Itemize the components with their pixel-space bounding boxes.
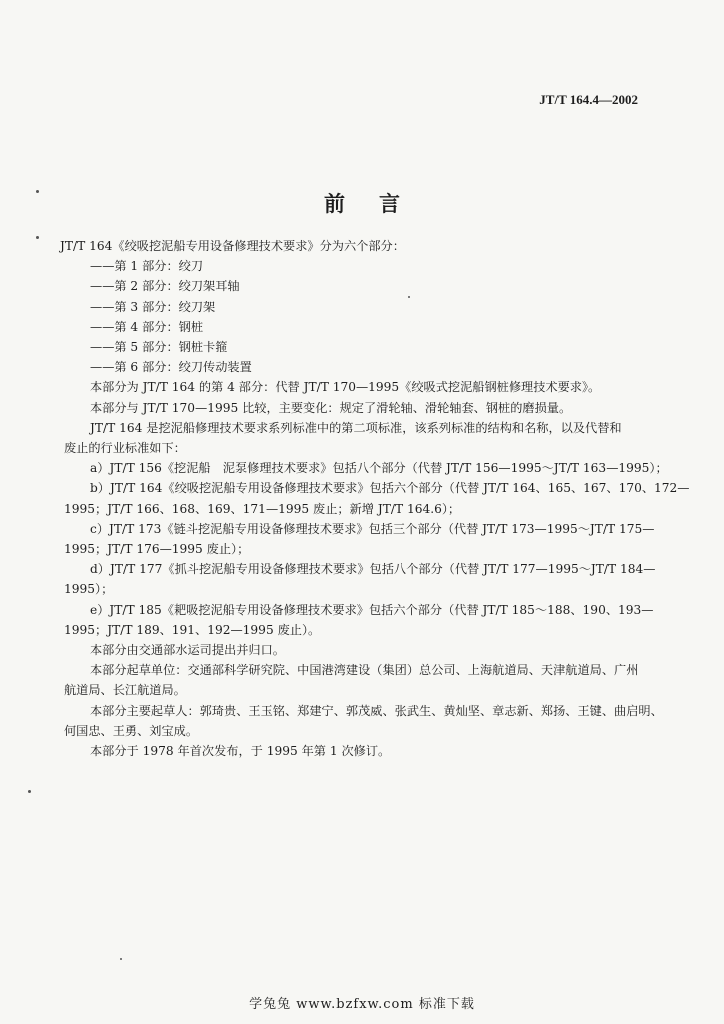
drafters-line1: 本部分主要起草人：郭琦贵、王玉铭、郑建宁、郭茂威、张武生、黄灿坚、章志新、郑扬、王键、曲启明、 — [90, 703, 663, 718]
intro-paragraph: JT/T 164《绞吸挖泥船专用设备修理技术要求》分为六个部分： — [60, 239, 405, 253]
proposer-paragraph: 本部分由交通部水运司提出并归口。 — [90, 643, 285, 658]
part-item-6: ——第 6 部分：绞刀传动装置 — [90, 360, 252, 375]
series-item-c-cont: 1995；JT/T 176—1995 废止）； — [64, 542, 250, 557]
drafting-units-line1: 本部分起草单位：交通部科学研究院、中国港湾建设（集团）总公司、上海航道局、天津航道局、广州 — [90, 663, 639, 678]
series-item-e: e）JT/T 185《耙吸挖泥船专用设备修理技术要求》包括六个部分（代替 JT/T 185～188、190、193— — [90, 602, 654, 617]
foreword-body — [60, 236, 690, 761]
standard-code: JT/T 164.4—2002 — [539, 92, 638, 107]
part-item-3: ——第 3 部分：绞刀架 — [90, 299, 216, 314]
part-item-1: ——第 1 部分：绞刀 — [90, 259, 204, 274]
series-item-a: a）JT/T 156《挖泥船 泥泵修理技术要求》包括八个部分（代替 JT/T 156—1995～JT/T 163—1995）； — [90, 461, 668, 476]
watermark-footer: 学兔兔 www.bzfxw.com 标准下载 — [249, 997, 475, 1012]
changes-paragraph: 本部分与 JT/T 170—1995 比较，主要变化：规定了滑轮轴、滑轮轴套、钢桩的磨损量。 — [90, 400, 572, 415]
series-item-c: c）JT/T 173《链斗挖泥船专用设备修理技术要求》包括三个部分（代替 JT/T 173—1995～JT/T 175— — [90, 521, 655, 536]
series-item-b: b）JT/T 164《绞吸挖泥船专用设备修理技术要求》包括六个部分（代替 JT/T 164、165、167、170、172— — [90, 481, 690, 496]
replaces-paragraph: 本部分为 JT/T 164 的第 4 部分：代替 JT/T 170—1995《绞吸式挖泥船钢桩修理技术要求》。 — [90, 380, 601, 395]
part-item-2: ——第 2 部分：绞刀架耳轴 — [90, 279, 240, 294]
history-paragraph: 本部分于 1978 年首次发布，于 1995 年第 1 次修订。 — [90, 744, 391, 759]
scan-speck — [28, 790, 31, 793]
drafters-line2: 何国忠、王勇、刘宝成。 — [64, 723, 199, 738]
drafting-units-line2: 航道局、长江航道局。 — [64, 683, 186, 698]
series-paragraph-line1: JT/T 164 是挖泥船修理技术要求系列标准中的第二项标准，该系列标准的结构和名称，以及代替和 — [90, 420, 622, 435]
part-item-5: ——第 5 部分：钢桩卡箍 — [90, 340, 228, 355]
scan-speck — [36, 236, 39, 239]
series-item-d: d）JT/T 177《抓斗挖泥船专用设备修理技术要求》包括八个部分（代替 JT/T 177—1995～JT/T 184— — [90, 562, 656, 577]
part-item-4: ——第 4 部分：钢桩 — [90, 319, 204, 334]
scan-speck — [36, 190, 39, 193]
scan-speck — [120, 958, 122, 960]
page-title: 前言 — [324, 191, 434, 216]
scan-speck — [408, 296, 410, 298]
series-item-e-cont: 1995；JT/T 189、191、192—1995 废止）。 — [64, 622, 321, 637]
series-paragraph-line2: 废止的行业标准如下： — [64, 441, 186, 456]
series-item-b-cont: 1995；JT/T 166、168、169、171—1995 废止；新增 JT/T 164.6）； — [64, 501, 461, 516]
series-item-d-cont: 1995）； — [64, 582, 114, 597]
